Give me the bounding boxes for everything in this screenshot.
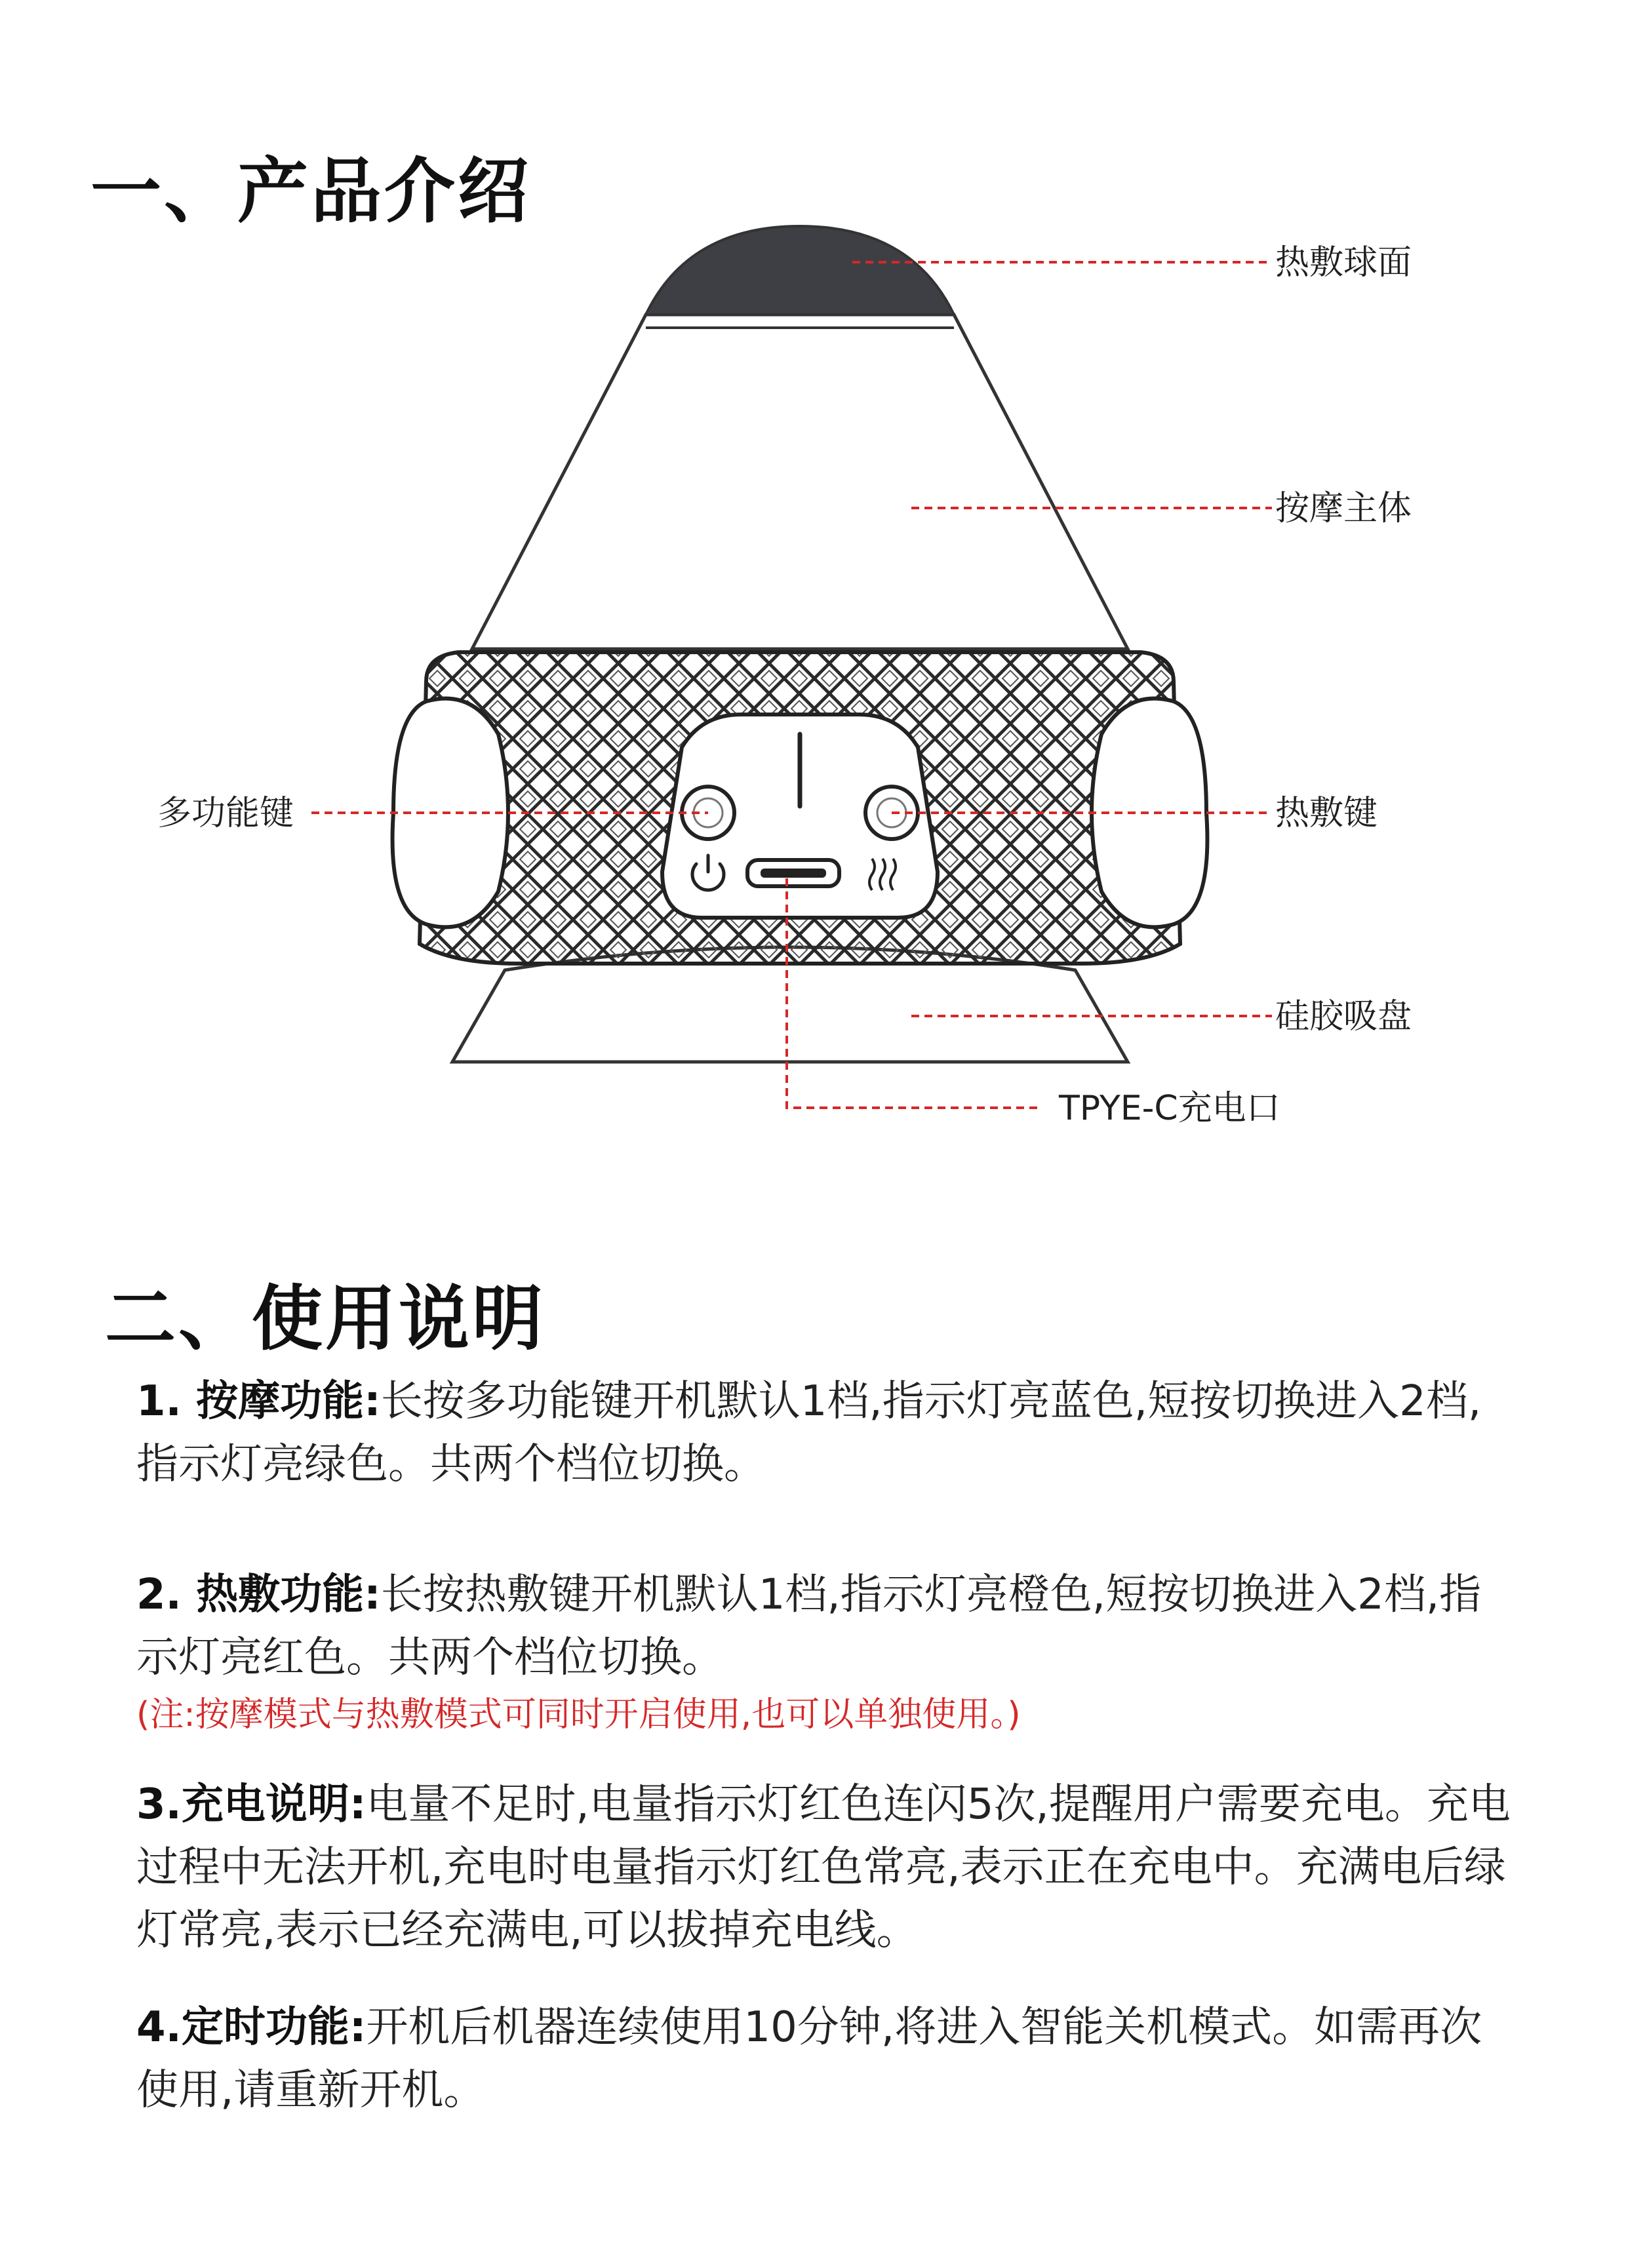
usage-note: (注:按摩模式与热敷模式可同时开启使用,也可以单独使用。) xyxy=(136,1695,1021,1734)
instruction-massage xyxy=(136,1370,1513,1496)
label-heat-sphere: 热敷球面 xyxy=(1275,243,1412,283)
section-title-product-intro: 一、产品介绍 xyxy=(90,151,532,233)
label-multi-key: 多功能键 xyxy=(157,794,294,833)
section-title-usage: 二、使用说明 xyxy=(105,1278,546,1360)
massage-body-shape xyxy=(472,315,1128,649)
instruction-timer xyxy=(136,1996,1513,2122)
instruction-heading: 4.定时功能: xyxy=(136,2003,367,2052)
instruction-text: 长按多功能键开机默认1档,指示灯亮蓝色,短按切换进入2档,指示灯亮绿色。共两个档位切换。 xyxy=(136,1377,1482,1489)
label-charge-port: TPYE-C充电口 xyxy=(1059,1089,1280,1128)
instruction-charging xyxy=(136,1773,1513,1962)
heat-sphere-shape xyxy=(646,226,954,315)
instruction-text: 电量不足时,电量指示灯红色连闪5次,提醒用户需要充电。充电过程中无法开机,充电时电量指示灯红色常亮,表示正在充电中。充满电后绿灯常亮,表示已经充满电,可以拔掉充电线。 xyxy=(136,1780,1511,1955)
instruction-heading: 1. 按摩功能: xyxy=(136,1377,381,1426)
label-heat-key: 热敷键 xyxy=(1275,794,1378,833)
label-suction-cup: 硅胶吸盘 xyxy=(1275,997,1412,1036)
instruction-heat xyxy=(136,1563,1513,1689)
label-massage-body: 按摩主体 xyxy=(1275,489,1412,528)
instruction-text: 开机后机器连续使用10分钟,将进入智能关机模式。如需再次使用,请重新开机。 xyxy=(136,2003,1482,2115)
instruction-heading: 2. 热敷功能: xyxy=(136,1571,381,1619)
instruction-text: 长按热敷键开机默认1档,指示灯亮橙色,短按切换进入2档,指示灯亮红色。共两个档位切换。 xyxy=(136,1571,1482,1682)
instruction-heading: 3.充电说明: xyxy=(136,1780,367,1829)
